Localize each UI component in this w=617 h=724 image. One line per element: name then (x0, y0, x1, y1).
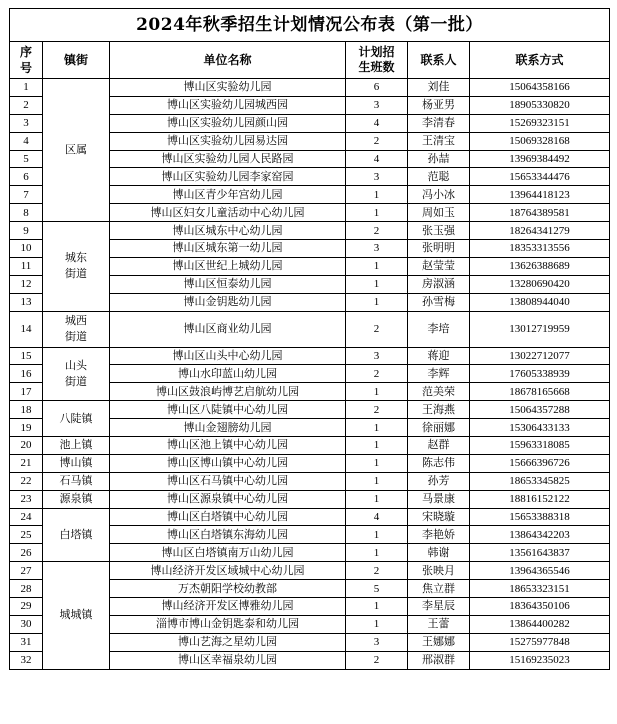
contact-name: 李星辰 (408, 598, 470, 616)
contact-phone: 13864400282 (470, 615, 610, 633)
class-count: 1 (346, 186, 408, 204)
contact-phone: 15963318085 (470, 437, 610, 455)
row-seq: 23 (10, 490, 43, 508)
row-seq: 22 (10, 472, 43, 490)
row-seq: 14 (10, 311, 43, 347)
contact-phone: 15653344476 (470, 168, 610, 186)
unit-name: 博山区青少年宫幼儿园 (110, 186, 346, 204)
table-row (10, 79, 610, 97)
contact-name: 韩谢 (408, 544, 470, 562)
table-row (10, 222, 610, 240)
header-street: 镇街 (43, 42, 110, 79)
contact-name: 邢淑群 (408, 651, 470, 669)
class-count: 1 (346, 544, 408, 562)
class-count: 3 (346, 96, 408, 114)
unit-name: 博山区山头中心幼儿园 (110, 347, 346, 365)
table-title: 2024年秋季招生计划情况公布表（第一批） (10, 9, 610, 42)
contact-phone: 15653388318 (470, 508, 610, 526)
unit-name: 博山区白塔镇中心幼儿园 (110, 508, 346, 526)
street-cell: 区属 (43, 79, 110, 222)
contact-name: 王娜娜 (408, 633, 470, 651)
row-seq: 3 (10, 114, 43, 132)
row-seq: 25 (10, 526, 43, 544)
unit-name: 博山区实验幼儿园人民路园 (110, 150, 346, 168)
unit-name: 博山区源泉镇中心幼儿园 (110, 490, 346, 508)
contact-name: 张映月 (408, 562, 470, 580)
table-row (10, 311, 610, 347)
class-count: 2 (346, 562, 408, 580)
class-count: 1 (346, 615, 408, 633)
unit-name: 博山区博山镇中心幼儿园 (110, 454, 346, 472)
contact-name: 焦立群 (408, 580, 470, 598)
row-seq: 12 (10, 275, 43, 293)
unit-name: 博山区白塔镇南万山幼儿园 (110, 544, 346, 562)
unit-name: 博山区实验幼儿园李家窑园 (110, 168, 346, 186)
row-seq: 13 (10, 293, 43, 311)
contact-name: 徐丽娜 (408, 419, 470, 437)
contact-phone: 18905330820 (470, 96, 610, 114)
unit-name: 博山区城东第一幼儿园 (110, 240, 346, 258)
contact-phone: 15666396726 (470, 454, 610, 472)
row-seq: 31 (10, 633, 43, 651)
class-count: 4 (346, 508, 408, 526)
class-count: 2 (346, 222, 408, 240)
unit-name: 博山水印蓝山幼儿园 (110, 365, 346, 383)
row-seq: 24 (10, 508, 43, 526)
row-seq: 29 (10, 598, 43, 616)
class-count: 2 (346, 132, 408, 150)
table-row (10, 437, 610, 455)
contact-name: 范美荣 (408, 383, 470, 401)
contact-phone: 15275977848 (470, 633, 610, 651)
contact-name: 李培 (408, 311, 470, 347)
class-count: 1 (346, 204, 408, 222)
row-seq: 15 (10, 347, 43, 365)
contact-name: 赵莹莹 (408, 257, 470, 275)
unit-name: 博山区鼓浪屿博艺启航幼儿园 (110, 383, 346, 401)
unit-name: 博山区实验幼儿园易达园 (110, 132, 346, 150)
row-seq: 4 (10, 132, 43, 150)
class-count: 1 (346, 419, 408, 437)
street-cell: 八陡镇 (43, 401, 110, 437)
enrollment-table (9, 8, 610, 670)
table-row (10, 472, 610, 490)
class-count: 3 (346, 347, 408, 365)
unit-name: 博山区幸福泉幼儿园 (110, 651, 346, 669)
class-count: 6 (346, 79, 408, 97)
row-seq: 7 (10, 186, 43, 204)
street-cell: 石马镇 (43, 472, 110, 490)
table-row (10, 347, 610, 365)
header-contact: 联系人 (408, 42, 470, 79)
class-count: 1 (346, 257, 408, 275)
header-seq: 序 号 (10, 42, 43, 79)
class-count: 5 (346, 580, 408, 598)
contact-phone: 15064358166 (470, 79, 610, 97)
row-seq: 28 (10, 580, 43, 598)
contact-phone: 15269323151 (470, 114, 610, 132)
contact-name: 张玉强 (408, 222, 470, 240)
contact-phone: 18816152122 (470, 490, 610, 508)
row-seq: 20 (10, 437, 43, 455)
header-classes: 计划招 生班数 (346, 42, 408, 79)
class-count: 1 (346, 275, 408, 293)
row-seq: 26 (10, 544, 43, 562)
table-row (10, 508, 610, 526)
row-seq: 18 (10, 401, 43, 419)
contact-phone: 13012719959 (470, 311, 610, 347)
row-seq: 27 (10, 562, 43, 580)
class-count: 3 (346, 168, 408, 186)
contact-phone: 17605338939 (470, 365, 610, 383)
contact-phone: 18653323151 (470, 580, 610, 598)
table-row (10, 454, 610, 472)
row-seq: 19 (10, 419, 43, 437)
class-count: 2 (346, 365, 408, 383)
class-count: 1 (346, 293, 408, 311)
unit-name: 博山区恒泰幼儿园 (110, 275, 346, 293)
class-count: 1 (346, 490, 408, 508)
unit-name: 博山艺海之星幼儿园 (110, 633, 346, 651)
row-seq: 16 (10, 365, 43, 383)
contact-name: 房淑涵 (408, 275, 470, 293)
row-seq: 8 (10, 204, 43, 222)
contact-name: 周如玉 (408, 204, 470, 222)
contact-phone: 15306433133 (470, 419, 610, 437)
header-row (10, 42, 610, 79)
unit-name: 博山经济开发区域城中心幼儿园 (110, 562, 346, 580)
contact-name: 李清春 (408, 114, 470, 132)
contact-phone: 13626388689 (470, 257, 610, 275)
unit-name: 博山区实验幼儿园 (110, 79, 346, 97)
class-count: 1 (346, 598, 408, 616)
contact-phone: 13964365546 (470, 562, 610, 580)
contact-phone: 13864342203 (470, 526, 610, 544)
unit-name: 博山区实验幼儿园城西园 (110, 96, 346, 114)
contact-phone: 13280690420 (470, 275, 610, 293)
contact-phone: 18264341279 (470, 222, 610, 240)
contact-phone: 15069328168 (470, 132, 610, 150)
table-row (10, 401, 610, 419)
row-seq: 6 (10, 168, 43, 186)
contact-name: 李辉 (408, 365, 470, 383)
unit-name: 博山区实验幼儿园颜山园 (110, 114, 346, 132)
row-seq: 30 (10, 615, 43, 633)
table-row (10, 562, 610, 580)
contact-name: 宋晓璇 (408, 508, 470, 526)
contact-name: 范聪 (408, 168, 470, 186)
contact-name: 杨亚男 (408, 96, 470, 114)
contact-phone: 18353313556 (470, 240, 610, 258)
contact-name: 王蕾 (408, 615, 470, 633)
contact-name: 陈志伟 (408, 454, 470, 472)
class-count: 3 (346, 240, 408, 258)
class-count: 4 (346, 150, 408, 168)
contact-phone: 13561643837 (470, 544, 610, 562)
unit-name: 博山区世纪上城幼儿园 (110, 257, 346, 275)
enrollment-plan-document (9, 8, 609, 670)
unit-name: 万杰朝阳学校幼教部 (110, 580, 346, 598)
contact-phone: 13022712077 (470, 347, 610, 365)
street-cell: 城西 街道 (43, 311, 110, 347)
contact-name: 赵群 (408, 437, 470, 455)
row-seq: 32 (10, 651, 43, 669)
row-seq: 21 (10, 454, 43, 472)
class-count: 2 (346, 651, 408, 669)
class-count: 1 (346, 454, 408, 472)
row-seq: 9 (10, 222, 43, 240)
street-cell: 城东 街道 (43, 222, 110, 311)
unit-name: 博山区池上镇中心幼儿园 (110, 437, 346, 455)
contact-name: 王清宝 (408, 132, 470, 150)
class-count: 1 (346, 383, 408, 401)
contact-phone: 18678165668 (470, 383, 610, 401)
contact-name: 马景康 (408, 490, 470, 508)
contact-phone: 13969384492 (470, 150, 610, 168)
contact-name: 王海燕 (408, 401, 470, 419)
unit-name: 博山区石马镇中心幼儿园 (110, 472, 346, 490)
street-cell: 池上镇 (43, 437, 110, 455)
street-cell: 山头 街道 (43, 347, 110, 401)
unit-name: 博山区白塔镇东海幼儿园 (110, 526, 346, 544)
contact-name: 孙雪梅 (408, 293, 470, 311)
row-seq: 5 (10, 150, 43, 168)
class-count: 1 (346, 526, 408, 544)
contact-name: 冯小冰 (408, 186, 470, 204)
row-seq: 10 (10, 240, 43, 258)
unit-name: 博山区八陡镇中心幼儿园 (110, 401, 346, 419)
class-count: 1 (346, 437, 408, 455)
unit-name: 博山金钥匙幼儿园 (110, 293, 346, 311)
street-cell: 源泉镇 (43, 490, 110, 508)
table-body (10, 79, 610, 670)
contact-name: 孙芳 (408, 472, 470, 490)
unit-name: 博山经济开发区博雅幼儿园 (110, 598, 346, 616)
class-count: 2 (346, 401, 408, 419)
table-row (10, 490, 610, 508)
row-seq: 17 (10, 383, 43, 401)
unit-name: 博山金翅膀幼儿园 (110, 419, 346, 437)
class-count: 4 (346, 114, 408, 132)
row-seq: 1 (10, 79, 43, 97)
contact-name: 李艳娇 (408, 526, 470, 544)
header-unit: 单位名称 (110, 42, 346, 79)
contact-phone: 13808944040 (470, 293, 610, 311)
contact-phone: 18653345825 (470, 472, 610, 490)
class-count: 2 (346, 311, 408, 347)
contact-phone: 18364350106 (470, 598, 610, 616)
unit-name: 博山区妇女儿童活动中心幼儿园 (110, 204, 346, 222)
contact-phone: 13964418123 (470, 186, 610, 204)
class-count: 1 (346, 472, 408, 490)
header-phone: 联系方式 (470, 42, 610, 79)
contact-name: 蒋迎 (408, 347, 470, 365)
unit-name: 博山区城东中心幼儿园 (110, 222, 346, 240)
row-seq: 2 (10, 96, 43, 114)
row-seq: 11 (10, 257, 43, 275)
class-count: 3 (346, 633, 408, 651)
contact-phone: 18764389581 (470, 204, 610, 222)
contact-phone: 15169235023 (470, 651, 610, 669)
street-cell: 城城镇 (43, 562, 110, 669)
contact-name: 刘佳 (408, 79, 470, 97)
street-cell: 白塔镇 (43, 508, 110, 562)
contact-name: 孙喆 (408, 150, 470, 168)
street-cell: 博山镇 (43, 454, 110, 472)
contact-phone: 15064357288 (470, 401, 610, 419)
unit-name: 淄博市博山金钥匙泰和幼儿园 (110, 615, 346, 633)
unit-name: 博山区商业幼儿园 (110, 311, 346, 347)
contact-name: 张明明 (408, 240, 470, 258)
